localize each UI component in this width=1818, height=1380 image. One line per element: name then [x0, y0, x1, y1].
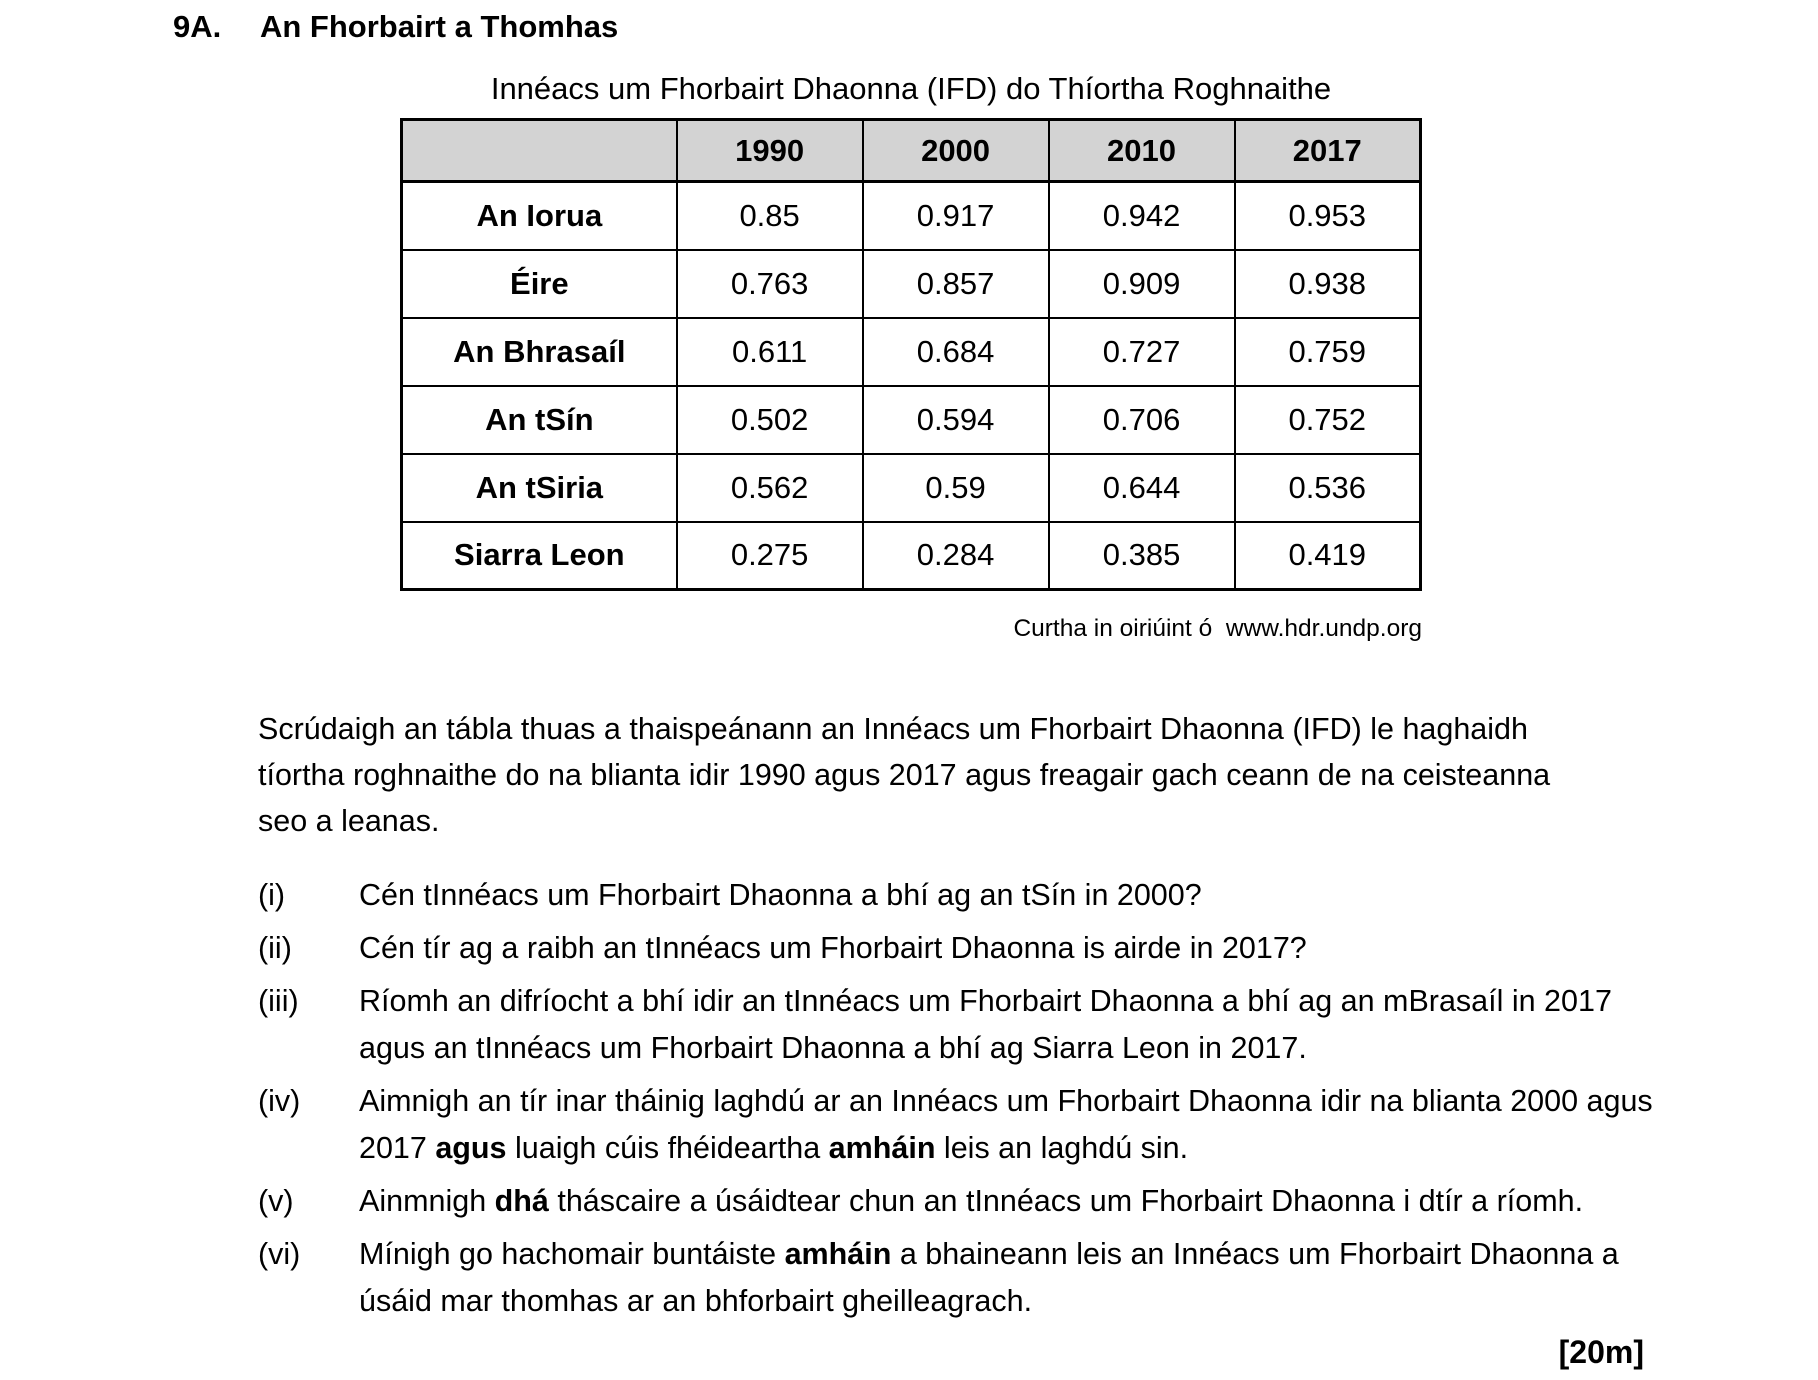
question-label: (iv) [258, 1084, 301, 1118]
country-cell: An Iorua [402, 182, 677, 250]
value-cell: 0.706 [1049, 386, 1235, 454]
question-label: (vi) [258, 1237, 301, 1271]
question-item-vi [258, 1231, 1654, 1325]
question-label: (ii) [258, 931, 292, 965]
table-title: Innéacs um Fhorbairt Dhaonna (IFD) do Thíortha Roghnaithe [490, 71, 1332, 106]
question-text: Aimnigh an tír inar tháinig laghdú ar an Innéacs um Fhorbairt Dhaonna idir na blianta 2000 agus 2017 agus luaigh cúis fhéideartha amháin leis an laghdú sin. [359, 1084, 1653, 1165]
question-label: (v) [258, 1184, 294, 1218]
table-row-an-iorua [402, 182, 1421, 250]
country-cell: An tSiria [402, 454, 677, 522]
question-text: Mínigh go hachomair buntáiste amháin a bhaineann leis an Innéacs um Fhorbairt Dhaonna a úsáid mar thomhas ar an bhforbairt gheilleagrach. [359, 1237, 1619, 1318]
table-row-an-tsiria [402, 454, 1421, 522]
value-cell: 0.942 [1049, 182, 1235, 250]
question-item-v [258, 1178, 1654, 1225]
value-cell: 0.763 [677, 250, 863, 318]
country-cell: An Bhrasaíl [402, 318, 677, 386]
year-header-2010: 2010 [1049, 120, 1235, 182]
table-row-siarra-leon [402, 522, 1421, 590]
question-item-iv [258, 1078, 1654, 1172]
value-cell: 0.275 [677, 522, 863, 590]
year-header-1990: 1990 [677, 120, 863, 182]
value-cell: 0.759 [1235, 318, 1421, 386]
value-cell: 0.953 [1235, 182, 1421, 250]
hdi-table-block [400, 68, 1422, 643]
value-cell: 0.385 [1049, 522, 1235, 590]
value-cell: 0.85 [677, 182, 863, 250]
question-text: Ríomh an difríocht a bhí idir an tInnéacs um Fhorbairt Dhaonna a bhí ag an mBrasaíl in 2017 agus an tInnéacs um Fhorbairt Dhaonna a bhí ag Siarra Leon in 2017. [359, 984, 1612, 1065]
table-row-eire [402, 250, 1421, 318]
value-cell: 0.59 [863, 454, 1049, 522]
country-cell: Éire [402, 250, 677, 318]
question-text: Cén tír ag a raibh an tInnéacs um Fhorbairt Dhaonna is airde in 2017? [359, 931, 1307, 965]
country-cell: An tSín [402, 386, 677, 454]
value-cell: 0.502 [677, 386, 863, 454]
question-item-ii [258, 925, 1654, 972]
value-cell: 0.594 [863, 386, 1049, 454]
source-attribution: Curtha in oiriúint ó www.hdr.undp.org [1013, 615, 1422, 642]
value-cell: 0.419 [1235, 522, 1421, 590]
value-cell: 0.857 [863, 250, 1049, 318]
value-cell: 0.536 [1235, 454, 1421, 522]
corner-cell [402, 120, 677, 182]
marks-badge: [20m] [1558, 1334, 1644, 1370]
question-item-i [258, 872, 1654, 919]
hdi-table [400, 118, 1422, 591]
question-label: (iii) [258, 984, 299, 1018]
table-row-an-tsin [402, 386, 1421, 454]
value-cell: 0.727 [1049, 318, 1235, 386]
table-row-an-bhrasail [402, 318, 1421, 386]
question-heading [173, 8, 618, 46]
question-text: Cén tInnéacs um Fhorbairt Dhaonna a bhí ag an tSín in 2000? [359, 878, 1202, 912]
question-title: An Fhorbairt a Thomhas [260, 9, 619, 44]
value-cell: 0.909 [1049, 250, 1235, 318]
year-header-2017: 2017 [1235, 120, 1421, 182]
value-cell: 0.644 [1049, 454, 1235, 522]
value-cell: 0.684 [863, 318, 1049, 386]
table-header-row [402, 120, 1421, 182]
value-cell: 0.562 [677, 454, 863, 522]
question-number: 9A. [173, 9, 222, 44]
value-cell: 0.938 [1235, 250, 1421, 318]
value-cell: 0.284 [863, 522, 1049, 590]
value-cell: 0.752 [1235, 386, 1421, 454]
questions-list [258, 872, 1654, 1331]
value-cell: 0.611 [677, 318, 863, 386]
question-item-iii [258, 978, 1654, 1072]
intro-paragraph: Scrúdaigh an tábla thuas a thaispeánann an Innéacs um Fhorbairt Dhaonna (IFD) le haghaidh tíortha roghnaithe do na blianta idir 1990 agus 2017 agus freagair gach ceann de na ceisteanna seo a leanas. [258, 712, 1551, 838]
country-cell: Siarra Leon [402, 522, 677, 590]
value-cell: 0.917 [863, 182, 1049, 250]
question-text: Ainmnigh dhá tháscaire a úsáidtear chun an tInnéacs um Fhorbairt Dhaonna i dtír a ríomh. [359, 1184, 1584, 1218]
question-label: (i) [258, 878, 286, 912]
year-header-2000: 2000 [863, 120, 1049, 182]
